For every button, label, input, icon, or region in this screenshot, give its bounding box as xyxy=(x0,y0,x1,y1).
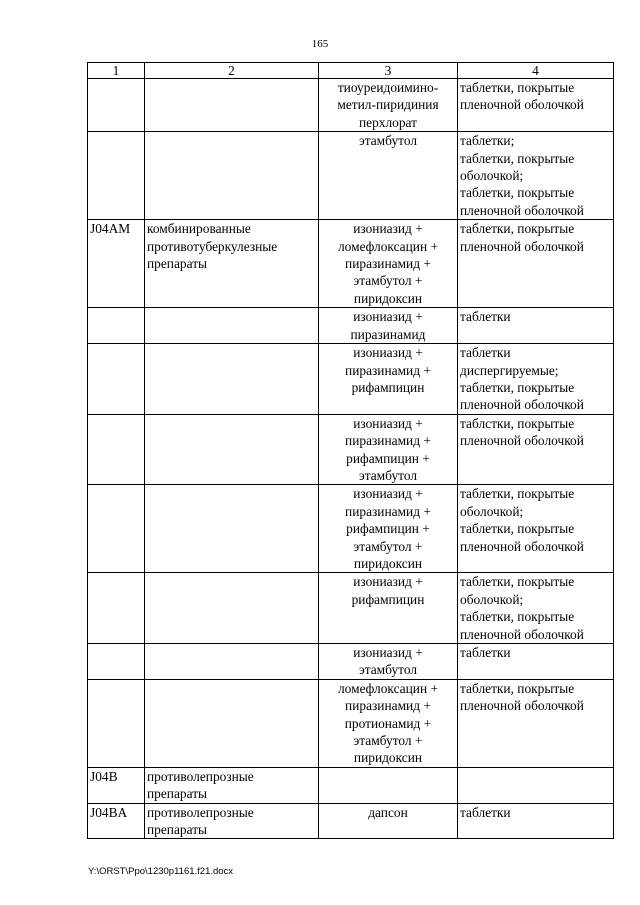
group-name-cell xyxy=(145,132,319,220)
dosage-form-cell: таблетки xyxy=(458,644,614,680)
table-row xyxy=(88,414,614,485)
atc-code-cell xyxy=(88,414,145,485)
column-header: 4 xyxy=(458,63,614,79)
substance-cell: тиоуреидоимино- метил-пиридиния перхлорат xyxy=(319,79,458,132)
dosage-form-cell: таблетки, покрытые пленочной оболочкой xyxy=(458,220,614,308)
table-row xyxy=(88,767,614,803)
atc-code-cell xyxy=(88,573,145,644)
substance-cell: изониазид + пиразинамид + рифампицин + этамбутол + пиридоксин xyxy=(319,485,458,573)
group-name-cell xyxy=(145,344,319,415)
substance-cell: изониазид + этамбутол xyxy=(319,644,458,680)
table-row xyxy=(88,132,614,220)
footer-file-path: Y:\ORST\Ppo\1230p1161.f21.docx xyxy=(88,866,234,877)
dosage-form-cell: таблетки, покрытые оболочкой; таблетки, покрытые пленочной оболочкой xyxy=(458,485,614,573)
atc-code-cell xyxy=(88,485,145,573)
table-row xyxy=(88,679,614,767)
table-row xyxy=(88,220,614,308)
table-row xyxy=(88,803,614,839)
table-row xyxy=(88,308,614,344)
substance-cell: изониазид + ломефлоксацин + пиразинамид + этамбутол + пиридоксин xyxy=(319,220,458,308)
group-name-cell xyxy=(145,485,319,573)
substance-cell: изониазид + рифампицин xyxy=(319,573,458,644)
table-row xyxy=(88,485,614,573)
substance-cell: ломефлоксацин + пиразинамид + протионамид + этамбутол + пиридоксин xyxy=(319,679,458,767)
atc-code-cell xyxy=(88,679,145,767)
group-name-cell xyxy=(145,414,319,485)
table-row xyxy=(88,573,614,644)
substance-cell: изониазид + пиразинамид xyxy=(319,308,458,344)
substance-cell: изониазид + пиразинамид + рифампицин + этамбутол xyxy=(319,414,458,485)
substance-cell: дапсон xyxy=(319,803,458,839)
dosage-form-cell: таблетки xyxy=(458,803,614,839)
page-number: 165 xyxy=(311,38,329,50)
table-row xyxy=(88,344,614,415)
group-name-cell xyxy=(145,679,319,767)
dosage-form-cell: таблстки, покрытые пленочной оболочкой xyxy=(458,414,614,485)
atc-code-cell xyxy=(88,644,145,680)
dosage-form-cell: таблетки диспергируемые; таблетки, покрытые пленочной оболочкой xyxy=(458,344,614,415)
table-header-row xyxy=(88,63,614,79)
column-header: 1 xyxy=(88,63,145,79)
table-row xyxy=(88,79,614,132)
group-name-cell xyxy=(145,644,319,680)
group-name-cell: комбинированные противотуберкулезные препараты xyxy=(145,220,319,308)
group-name-cell xyxy=(145,573,319,644)
dosage-form-cell: таблетки xyxy=(458,308,614,344)
substance-cell: изониазид + пиразинамид + рифампицин xyxy=(319,344,458,415)
column-header: 2 xyxy=(145,63,319,79)
dosage-form-cell: таблетки, покрытые пленочной оболочкой xyxy=(458,679,614,767)
atc-code-cell: J04BA xyxy=(88,803,145,839)
group-name-cell xyxy=(145,79,319,132)
atc-code-cell: J04B xyxy=(88,767,145,803)
dosage-form-cell: таблетки; таблетки, покрытые оболочкой; таблетки, покрытые пленочной оболочкой xyxy=(458,132,614,220)
group-name-cell: противолепрозные препараты xyxy=(145,803,319,839)
group-name-cell: противолепрозные препараты xyxy=(145,767,319,803)
atc-code-cell xyxy=(88,344,145,415)
atc-code-cell: J04AM xyxy=(88,220,145,308)
substance-cell: этамбутол xyxy=(319,132,458,220)
substance-cell xyxy=(319,767,458,803)
column-header: 3 xyxy=(319,63,458,79)
dosage-form-cell: таблетки, покрытые пленочной оболочкой xyxy=(458,79,614,132)
table-row xyxy=(88,644,614,680)
drug-table xyxy=(87,62,614,839)
atc-code-cell xyxy=(88,308,145,344)
group-name-cell xyxy=(145,308,319,344)
atc-code-cell xyxy=(88,79,145,132)
dosage-form-cell: таблетки, покрытые оболочкой; таблетки, покрытые пленочной оболочкой xyxy=(458,573,614,644)
dosage-form-cell xyxy=(458,767,614,803)
atc-code-cell xyxy=(88,132,145,220)
